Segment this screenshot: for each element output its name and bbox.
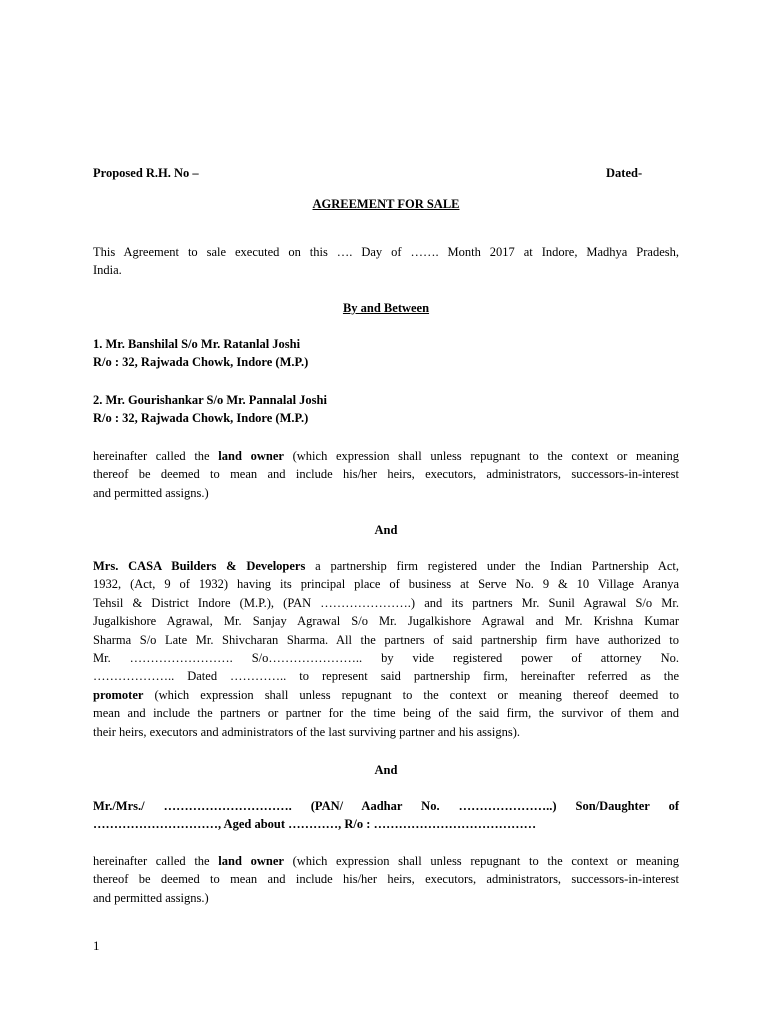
intro-paragraph bbox=[93, 243, 679, 280]
clause-line bbox=[93, 852, 679, 870]
buyer-line: …………………………, Aged about …………, R/o : ………………………………… bbox=[93, 817, 537, 832]
land-owner-term: land owner bbox=[218, 854, 284, 868]
promoter-line: Tehsil & District Indore (M.P.), (PAN ………………….) and its partners Mr. Sunil Agrawal S/o Mr. bbox=[93, 595, 679, 610]
and-heading-2: And bbox=[374, 763, 398, 777]
clause-text: hereinafter called the bbox=[93, 449, 219, 463]
land-owner-term: land owner bbox=[218, 449, 284, 463]
clause-text: (which expression shall unless repugnant to the context or meaning bbox=[283, 449, 679, 463]
party-2-address: R/o : 32, Rajwada Chowk, Indore (M.P.) bbox=[93, 411, 309, 426]
promoter-line bbox=[93, 557, 679, 575]
promoter-text: a partnership firm registered under the Indian Partnership Act, bbox=[305, 559, 679, 573]
party-1-address: R/o : 32, Rajwada Chowk, Indore (M.P.) bbox=[93, 355, 309, 370]
promoter-line bbox=[93, 686, 679, 704]
promoter-text: (which expression shall unless repugnant to the context or meaning thereof deemed to bbox=[143, 687, 679, 702]
party-2 bbox=[93, 391, 679, 428]
dated-label: Dated- bbox=[606, 166, 643, 180]
buyer-paragraph bbox=[93, 797, 679, 834]
promoter-paragraph bbox=[93, 557, 679, 741]
party-2-name: 2. Mr. Gourishankar S/o Mr. Pannalal Joshi bbox=[93, 393, 327, 407]
party-1-name: 1. Mr. Banshilal S/o Mr. Ratanlal Joshi bbox=[93, 337, 301, 351]
clause-line: thereof be deemed to mean and include his/her heirs, executors, administrators, successors-in-interest bbox=[93, 872, 679, 887]
header-row bbox=[93, 164, 679, 182]
land-owner-clause-2 bbox=[93, 852, 679, 907]
promoter-line: Sharma S/o Late Mr. Shivcharan Sharma. All the partners of said partnership firm have authorized to bbox=[93, 632, 679, 647]
promoter-term: promoter bbox=[93, 687, 144, 702]
clause-line: and permitted assigns.) bbox=[93, 890, 209, 905]
clause-text: hereinafter called the bbox=[93, 854, 219, 868]
clause-line: thereof be deemed to mean and include his/her heirs, executors, administrators, successors-in-interest bbox=[93, 467, 679, 482]
clause-line: and permitted assigns.) bbox=[93, 485, 209, 500]
promoter-line: Mr. ……………………. S/o………………….. by vide registered power of attorney No. bbox=[93, 651, 679, 666]
promoter-firm-name: Mrs. CASA Builders & Developers bbox=[93, 559, 306, 573]
promoter-line: ……………….. Dated ………….. to represent said partnership firm, hereinafter referred as the bbox=[93, 669, 679, 684]
proposed-rh-label: Proposed R.H. No – bbox=[93, 166, 199, 180]
intro-line: India. bbox=[93, 263, 122, 278]
promoter-line: Jugalkishore Agrawal, Mr. Sanjay Agrawal S/o Mr. Jugalkishore Agrawal and Mr. Krishna Kumar bbox=[93, 614, 679, 629]
clause-text: (which expression shall unless repugnant to the context or meaning bbox=[283, 854, 679, 868]
party-1 bbox=[93, 335, 679, 372]
land-owner-clause-1 bbox=[93, 447, 679, 502]
intro-line: This Agreement to sale executed on this …. Day of ……. Month 2017 at Indore, Madhya Pradesh, bbox=[93, 245, 679, 259]
and-heading-1: And bbox=[374, 523, 398, 537]
page-number: 1 bbox=[93, 938, 100, 953]
buyer-line: Mr./Mrs./ …………………………. (PAN/ Aadhar No. …………………..) Son/Daughter of bbox=[93, 799, 679, 813]
clause-line bbox=[93, 447, 679, 465]
promoter-line: 1932, (Act, 9 of 1932) having its principal place of business at Serve No. 9 & 10 Village Aranya bbox=[93, 577, 679, 592]
promoter-line: their heirs, executors and administrators of the last surviving partner and his assigns). bbox=[93, 724, 520, 739]
promoter-line: mean and include the partners or partner for the time being of the said firm, the survivor of them and bbox=[93, 706, 679, 721]
document-title: AGREEMENT FOR SALE bbox=[312, 197, 460, 211]
by-and-between-heading: By and Between bbox=[342, 301, 430, 315]
